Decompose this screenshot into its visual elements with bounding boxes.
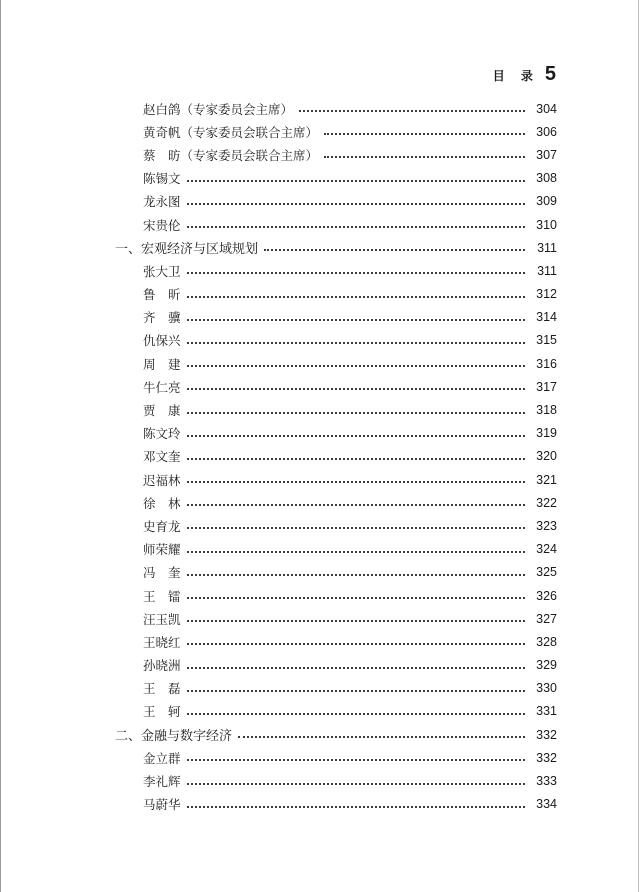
dot-leader xyxy=(187,526,525,529)
toc-entry-page: 308 xyxy=(536,171,557,186)
toc-entry-title: 汪玉凯 xyxy=(143,610,187,628)
toc-entry[interactable] xyxy=(0,190,639,213)
table-of-contents xyxy=(0,97,639,816)
toc-entry[interactable] xyxy=(0,793,639,816)
toc-entry[interactable] xyxy=(0,352,639,375)
toc-entry-page: 315 xyxy=(536,333,557,348)
toc-entry-title: 金立群 xyxy=(143,749,187,767)
dot-leader xyxy=(187,364,525,367)
toc-entry-title: 一、宏观经济与区域规划 xyxy=(115,238,264,257)
toc-entry-title: 二、金融与数字经济 xyxy=(115,725,238,744)
toc-entry-page: 316 xyxy=(536,356,557,371)
toc-entry[interactable] xyxy=(0,561,639,584)
toc-entry-page: 310 xyxy=(536,217,557,232)
toc-entry-title: 马蔚华 xyxy=(143,795,187,813)
dot-leader xyxy=(187,341,525,344)
dot-leader xyxy=(187,689,525,692)
toc-entry[interactable] xyxy=(0,329,639,352)
dot-leader xyxy=(324,155,525,158)
toc-section-entry[interactable] xyxy=(0,236,639,259)
toc-entry[interactable] xyxy=(0,491,639,514)
dot-leader xyxy=(238,735,525,738)
toc-entry[interactable] xyxy=(0,445,639,468)
toc-entry[interactable] xyxy=(0,422,639,445)
toc-entry-page: 304 xyxy=(536,101,557,116)
dot-leader xyxy=(187,457,525,460)
toc-entry-page: 320 xyxy=(536,449,557,464)
toc-entry-page: 323 xyxy=(536,518,557,533)
toc-entry-page: 317 xyxy=(536,379,557,394)
toc-entry-page: 312 xyxy=(536,287,557,302)
toc-entry[interactable] xyxy=(0,283,639,306)
toc-entry[interactable] xyxy=(0,607,639,630)
dot-leader xyxy=(187,271,525,274)
header-page-number: 5 xyxy=(544,63,556,85)
toc-entry-page: 331 xyxy=(536,704,557,719)
toc-entry[interactable] xyxy=(0,538,639,561)
toc-entry-title: 鲁 昕 xyxy=(143,285,187,303)
dot-leader xyxy=(264,248,525,251)
toc-entry-title: 史育龙 xyxy=(143,517,187,535)
dot-leader xyxy=(187,434,525,437)
toc-entry[interactable] xyxy=(0,654,639,677)
toc-entry-page: 334 xyxy=(536,797,557,812)
toc-entry[interactable] xyxy=(0,769,639,792)
toc-entry-title: 李礼辉 xyxy=(143,772,187,790)
toc-entry-title: 仇保兴 xyxy=(143,331,187,349)
toc-entry-page: 330 xyxy=(536,681,557,696)
header-title: 目 录 xyxy=(492,69,539,83)
dot-leader xyxy=(187,550,525,553)
dot-leader xyxy=(187,573,525,576)
toc-entry[interactable] xyxy=(0,468,639,491)
toc-entry-page: 306 xyxy=(536,124,557,139)
toc-entry-page: 326 xyxy=(536,588,557,603)
dot-leader xyxy=(187,480,525,483)
toc-entry-title: 宋贵伦 xyxy=(143,216,187,234)
toc-entry-page: 333 xyxy=(536,774,557,789)
dot-leader xyxy=(187,202,525,205)
toc-entry-page: 328 xyxy=(536,634,557,649)
toc-entry[interactable] xyxy=(0,213,639,236)
dot-leader xyxy=(187,411,525,414)
toc-entry-page: 324 xyxy=(536,542,557,557)
dot-leader xyxy=(187,619,525,622)
dot-leader xyxy=(187,758,525,761)
toc-entry[interactable] xyxy=(0,677,639,700)
toc-entry[interactable] xyxy=(0,375,639,398)
running-header xyxy=(493,63,556,86)
toc-entry-title: 龙永图 xyxy=(143,192,187,210)
toc-entry-title: 贾 康 xyxy=(143,401,187,419)
toc-entry-page: 321 xyxy=(536,472,557,487)
dot-leader xyxy=(187,225,525,228)
toc-entry[interactable] xyxy=(0,143,639,166)
toc-section-entry[interactable] xyxy=(0,723,639,746)
toc-entry-title: 牛仁亮 xyxy=(143,378,187,396)
toc-entry-title: 邓文奎 xyxy=(143,447,187,465)
toc-entry-title: 孙晓洲 xyxy=(143,656,187,674)
dot-leader xyxy=(324,132,525,135)
toc-entry[interactable] xyxy=(0,259,639,282)
dot-leader xyxy=(187,642,525,645)
toc-entry-title: 周 建 xyxy=(143,355,187,373)
toc-entry-title: 赵白鸽（专家委员会主席） xyxy=(143,100,299,118)
toc-entry-title: 冯 奎 xyxy=(143,563,187,581)
toc-entry-page: 322 xyxy=(536,495,557,510)
dot-leader xyxy=(187,596,525,599)
toc-entry[interactable] xyxy=(0,514,639,537)
dot-leader xyxy=(187,295,525,298)
toc-entry[interactable] xyxy=(0,97,639,120)
dot-leader xyxy=(187,782,525,785)
toc-entry-title: 徐 林 xyxy=(143,494,187,512)
toc-entry-title: 蔡 昉（专家委员会联合主席） xyxy=(143,146,324,164)
dot-leader xyxy=(187,805,525,808)
dot-leader xyxy=(187,503,525,506)
dot-leader xyxy=(187,179,525,182)
toc-entry-page: 332 xyxy=(536,727,557,742)
toc-entry-title: 张大卫 xyxy=(143,262,187,280)
toc-entry-page: 327 xyxy=(536,611,557,626)
toc-entry-page: 311 xyxy=(537,263,557,278)
toc-entry-title: 陈锡文 xyxy=(143,169,187,187)
dot-leader xyxy=(187,387,525,390)
toc-entry-title: 迟福林 xyxy=(143,471,187,489)
dot-leader xyxy=(187,666,525,669)
toc-entry[interactable] xyxy=(0,398,639,421)
toc-entry-title: 王 磊 xyxy=(143,679,187,697)
toc-entry-title: 黄奇帆（专家委员会联合主席） xyxy=(143,123,324,141)
dot-leader xyxy=(187,318,525,321)
toc-entry[interactable] xyxy=(0,584,639,607)
toc-entry[interactable] xyxy=(0,630,639,653)
toc-entry[interactable] xyxy=(0,306,639,329)
toc-entry-page: 307 xyxy=(536,147,557,162)
toc-entry-title: 陈文玲 xyxy=(143,424,187,442)
dot-leader xyxy=(187,712,525,715)
toc-entry-page: 309 xyxy=(536,194,557,209)
toc-entry[interactable] xyxy=(0,700,639,723)
toc-entry-page: 318 xyxy=(536,403,557,418)
toc-entry-page: 311 xyxy=(537,240,557,255)
toc-entry-title: 王晓红 xyxy=(143,633,187,651)
toc-entry-page: 319 xyxy=(536,426,557,441)
toc-entry-page: 314 xyxy=(536,310,557,325)
toc-entry-title: 王 镭 xyxy=(143,587,187,605)
toc-entry-page: 329 xyxy=(536,658,557,673)
toc-entry-title: 师荣耀 xyxy=(143,540,187,558)
toc-entry[interactable] xyxy=(0,120,639,143)
toc-entry[interactable] xyxy=(0,746,639,769)
toc-entry-page: 325 xyxy=(536,565,557,580)
toc-entry[interactable] xyxy=(0,167,639,190)
toc-entry-title: 齐 骥 xyxy=(143,308,187,326)
toc-entry-title: 王 轲 xyxy=(143,702,187,720)
toc-entry-page: 332 xyxy=(536,750,557,765)
dot-leader xyxy=(299,109,525,112)
